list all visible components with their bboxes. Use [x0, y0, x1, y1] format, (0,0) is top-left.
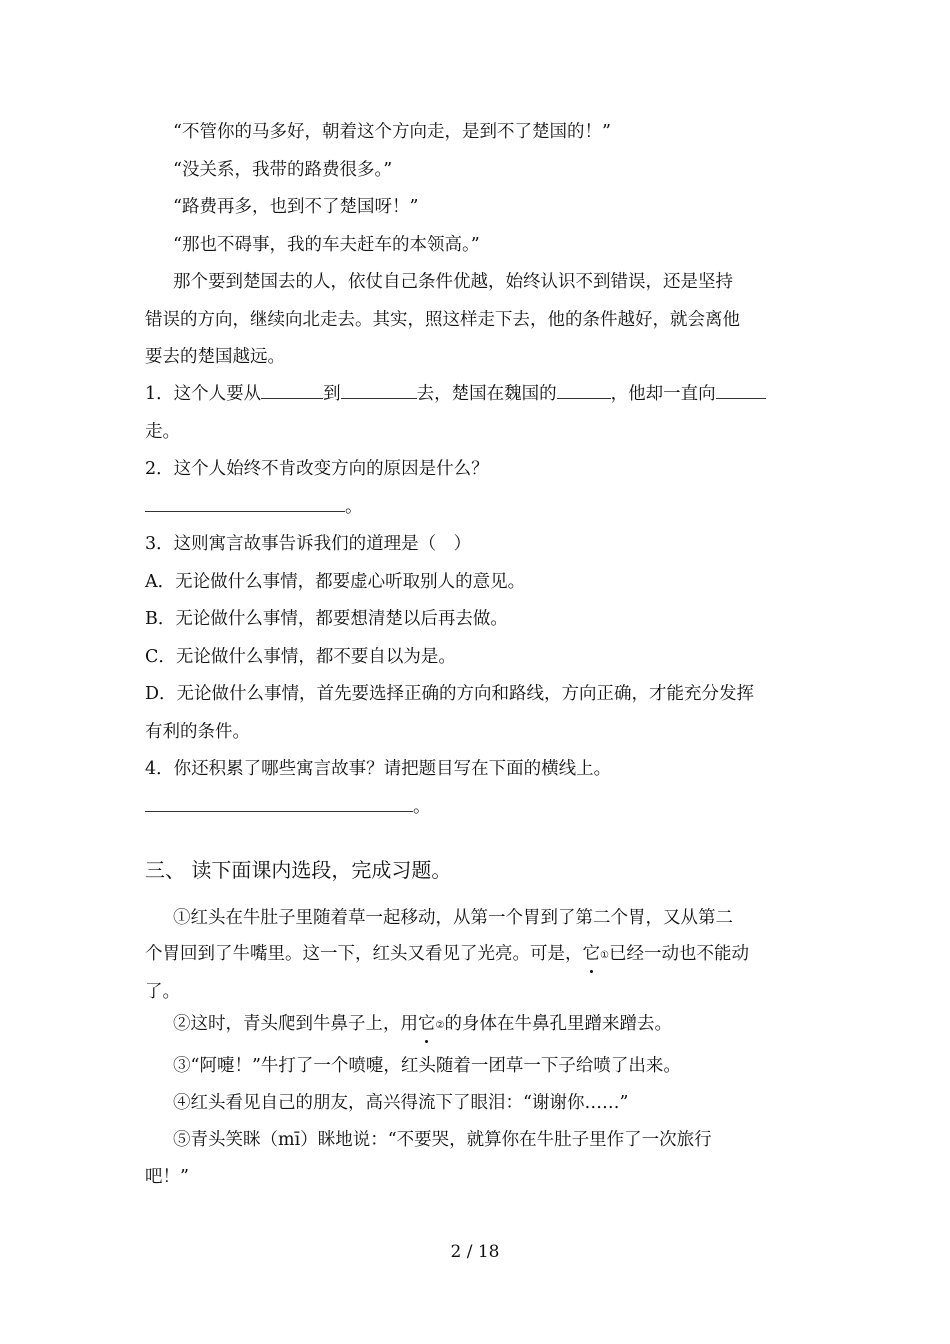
question-2-answer-line [145, 495, 810, 519]
excerpt-paragraph-5: ⑤青头笑眯（mī）眯地说：“不要哭，就算你在牛肚子里作了一次旅行 [173, 1130, 712, 1150]
answer-blank-from[interactable] [261, 397, 323, 399]
question-text: 到 [323, 384, 341, 404]
emphasis-word: 它 [418, 1014, 436, 1034]
option-d-cont: 有利的条件。 [145, 722, 250, 742]
option-b: B．无论做什么事情，都要想清楚以后再去做。 [145, 609, 508, 629]
excerpt-text: 已经一动也不能动 [608, 944, 749, 964]
story-paragraph-line: 要去的楚国越远。 [145, 347, 285, 367]
question-1-cont: 走。 [145, 422, 180, 442]
dialogue-line: “没关系，我带的路费很多。” [173, 160, 393, 180]
answer-blank-direction[interactable] [557, 397, 611, 399]
question-text: 。 [413, 797, 431, 817]
dialogue-line: “不管你的马多好，朝着这个方向走，是到不了楚国的！” [173, 122, 611, 142]
answer-blank-heading[interactable] [716, 397, 766, 399]
excerpt-paragraph-5-line2: 吧！” [145, 1167, 189, 1187]
excerpt-paragraph-1-line3: 了。 [145, 982, 180, 1002]
emphasis-word: 它 [582, 944, 600, 964]
question-text: 。 [345, 497, 363, 517]
excerpt-text: 的身体在牛鼻孔里蹭来蹭去。 [444, 1014, 672, 1034]
question-4-answer-line [145, 795, 810, 819]
story-paragraph-line: 那个要到楚国去的人，依仗自己条件优越，始终认识不到错误，还是坚持 [173, 272, 733, 292]
footnote-marker: ② [435, 1020, 445, 1031]
answer-blank-reason[interactable] [145, 510, 345, 512]
question-text: 去，楚国在魏国的 [416, 384, 557, 404]
excerpt-paragraph-1: ①红头在牛肚子里随着草一起移动，从第一个胃到了第二个胃，又从第二 [173, 908, 733, 928]
question-4: 4．你还积累了哪些寓言故事？请把题目写在下面的横线上。 [145, 759, 612, 779]
section-heading: 三、 读下面课内选段，完成习题。 [145, 858, 452, 882]
excerpt-text: ②这时，青头爬到牛鼻子上，用 [173, 1014, 418, 1034]
excerpt-paragraph-2 [173, 1012, 810, 1038]
answer-blank-to[interactable] [341, 397, 417, 399]
option-a: A．无论做什么事情，都要虚心听取别人的意见。 [145, 572, 526, 592]
excerpt-paragraph-1-line2 [145, 942, 810, 968]
excerpt-paragraph-4: ④红头看见自己的朋友，高兴得流下了眼泪：“谢谢你……” [173, 1093, 629, 1113]
option-c: C．无论做什么事情，都不要自以为是。 [145, 647, 456, 667]
question-text: 1．这个人要从 [145, 384, 262, 404]
question-2: 2．这个人始终不肯改变方向的原因是什么？ [145, 459, 489, 479]
answer-blank-fables[interactable] [145, 810, 413, 812]
excerpt-text: 个胃回到了牛嘴里。这一下，红头又看见了光亮。可是， [145, 944, 583, 964]
question-3: 3．这则寓言故事告诉我们的道理是（ ） [145, 534, 472, 554]
page-number: 2 / 18 [450, 1242, 500, 1262]
excerpt-paragraph-3: ③“阿嚏！”牛打了一个喷嚏，红头随着一团草一下子给喷了出来。 [173, 1056, 681, 1076]
dialogue-line: “那也不碍事，我的车夫赶车的本领高。” [173, 235, 480, 255]
footnote-marker: ① [600, 950, 609, 961]
story-paragraph-line: 错误的方向，继续向北走去。其实，照这样走下去，他的条件越好，就会离他 [145, 310, 740, 330]
option-d: D．无论做什么事情，首先要选择正确的方向和路线，方向正确，才能充分发挥 [145, 684, 755, 704]
question-text: ，他却一直向 [610, 384, 716, 404]
dialogue-line: “路费再多，也到不了楚国呀！” [173, 197, 419, 217]
question-1 [145, 382, 810, 406]
